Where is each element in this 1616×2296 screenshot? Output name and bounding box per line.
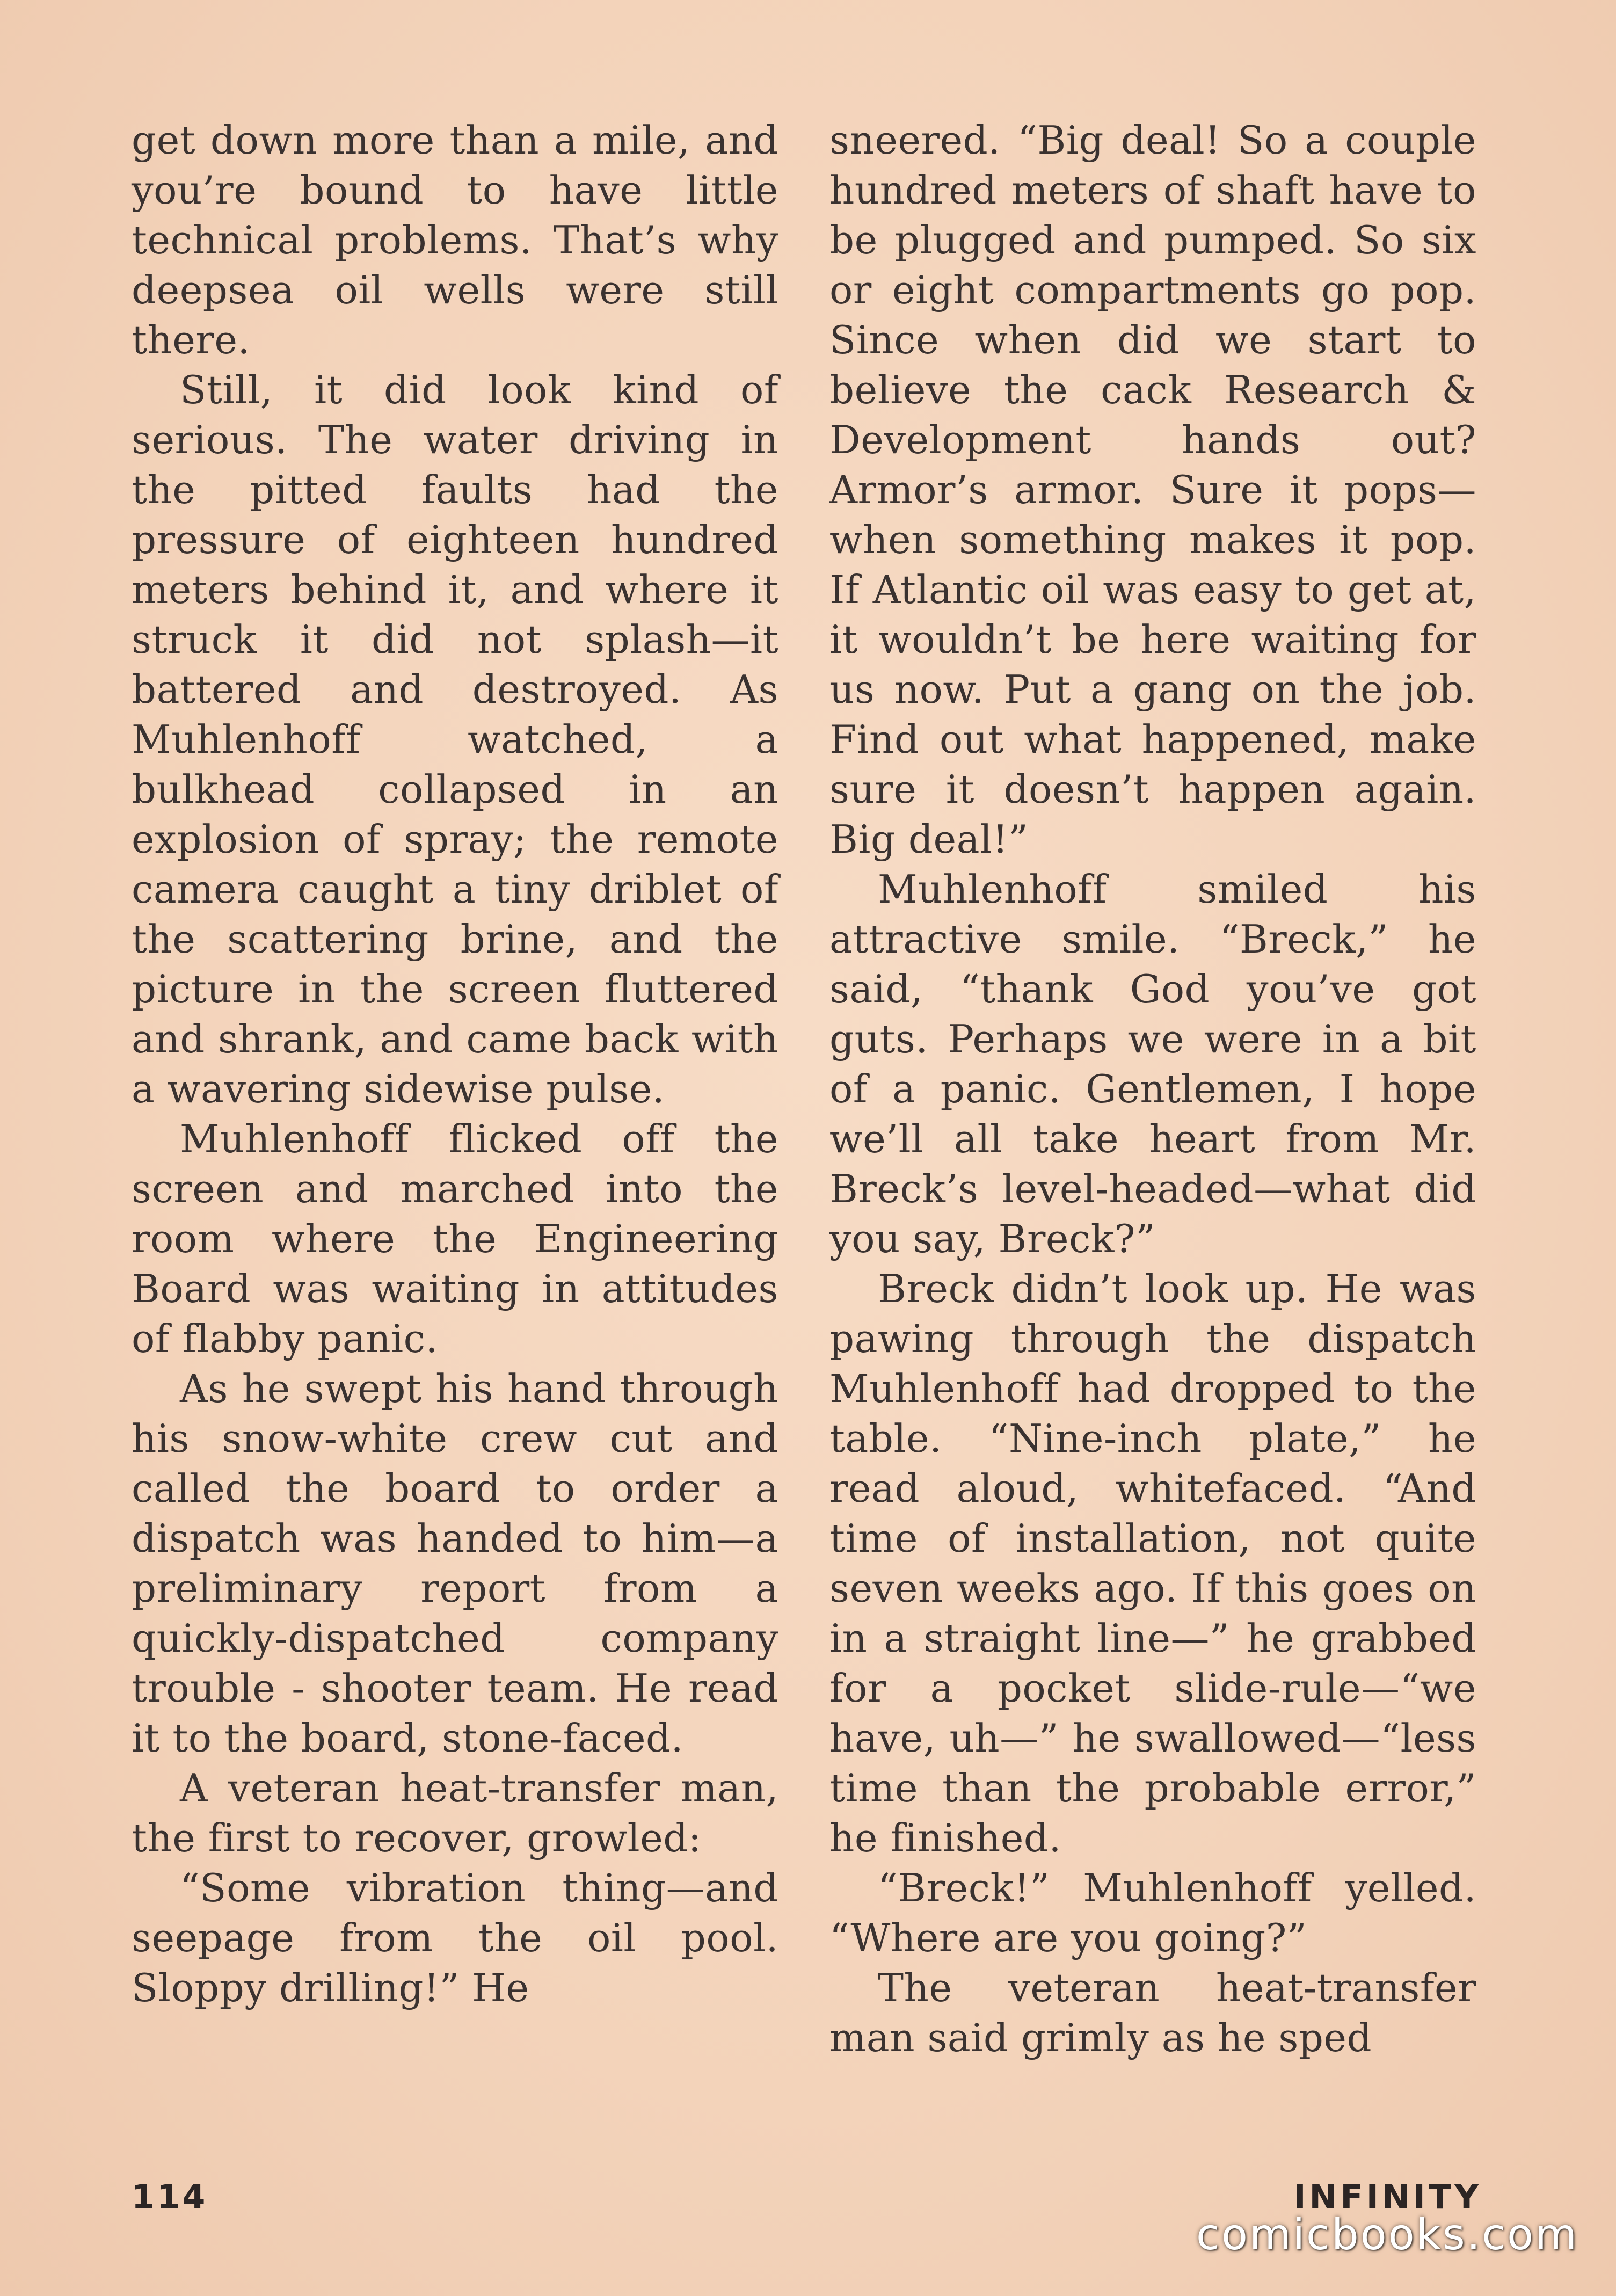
paragraph: “Breck!” Muhlenhoff yelled. “Where are you going?” xyxy=(829,1865,1476,1960)
magazine-title: INFINITY xyxy=(1293,2177,1482,2217)
paragraph: Still, it did look kind of serious. The water driving in the pitted faults had the pressure of eighteen hundred meters behind it, and where it struck it did not splash—it battered and destroyed. As Muhlenhoff watched, a bulkhead collapsed in an explosion of spray; the remote camera caught a tiny driblet of the scattering brine, and the picture in the screen fluttered and shrank, and came back with a wavering sidewise pulse. xyxy=(132,367,778,1111)
right-text-column xyxy=(829,115,1476,2063)
paragraph: “Some vibration thing—and seepage from the oil pool. Sloppy drilling!” He xyxy=(132,1865,778,2010)
paragraph: The veteran heat-transfer man said grimly as he sped xyxy=(829,1965,1476,2060)
left-text-column xyxy=(132,115,778,2013)
paragraph: Breck didn’t look up. He was pawing through the dispatch Muhlenhoff had dropped to the table. “Nine-inch plate,” he read aloud, whitefaced. “And time of installation, not quite seven weeks ago. If this goes on in a straight line—” he grabbed for a pocket slide-rule—“we have, uh—” he swallowed—“less time than the probable error,” he finished. xyxy=(829,1266,1476,1861)
paragraph: A veteran heat-transfer man, the first to recover, growled: xyxy=(132,1765,778,1861)
paragraph: get down more than a mile, and you’re bound to have little technical problems. That’s why deepsea oil wells were still there. xyxy=(132,118,778,362)
watermark: comicbooks.com xyxy=(1196,2210,1578,2259)
paragraph: sneered. “Big deal! So a couple hundred meters of shaft have to be plugged and pumped. So six or eight compartments go pop. Since when did we start to believe the cack Research & Development hands out? Armor’s armor. Sure it pops—when something makes it pop. If Atlantic oil was easy to get at, it wouldn’t be here waiting for us now. Put a gang on the job. Find out what happened, make sure it doesn’t happen again. Big deal!” xyxy=(829,118,1476,862)
page-number: 114 xyxy=(132,2177,208,2217)
paragraph: Muhlenhoff flicked off the screen and marched into the room where the Engineering Board was waiting in attitudes of flabby panic. xyxy=(132,1116,778,1361)
paragraph: As he swept his hand through his snow-white crew cut and called the board to order a dispatch was handed to him—a preliminary report from a quickly-dispatched company trouble - shooter team. He read it to the board, stone-faced. xyxy=(132,1366,778,1761)
paragraph: Muhlenhoff smiled his attractive smile. “Breck,” he said, “thank God you’ve got guts. Perhaps we were in a bit of a panic. Gentlemen, I hope we’ll all take heart from Mr. Breck’s level-headed—what did you say, Breck?” xyxy=(829,867,1476,1261)
